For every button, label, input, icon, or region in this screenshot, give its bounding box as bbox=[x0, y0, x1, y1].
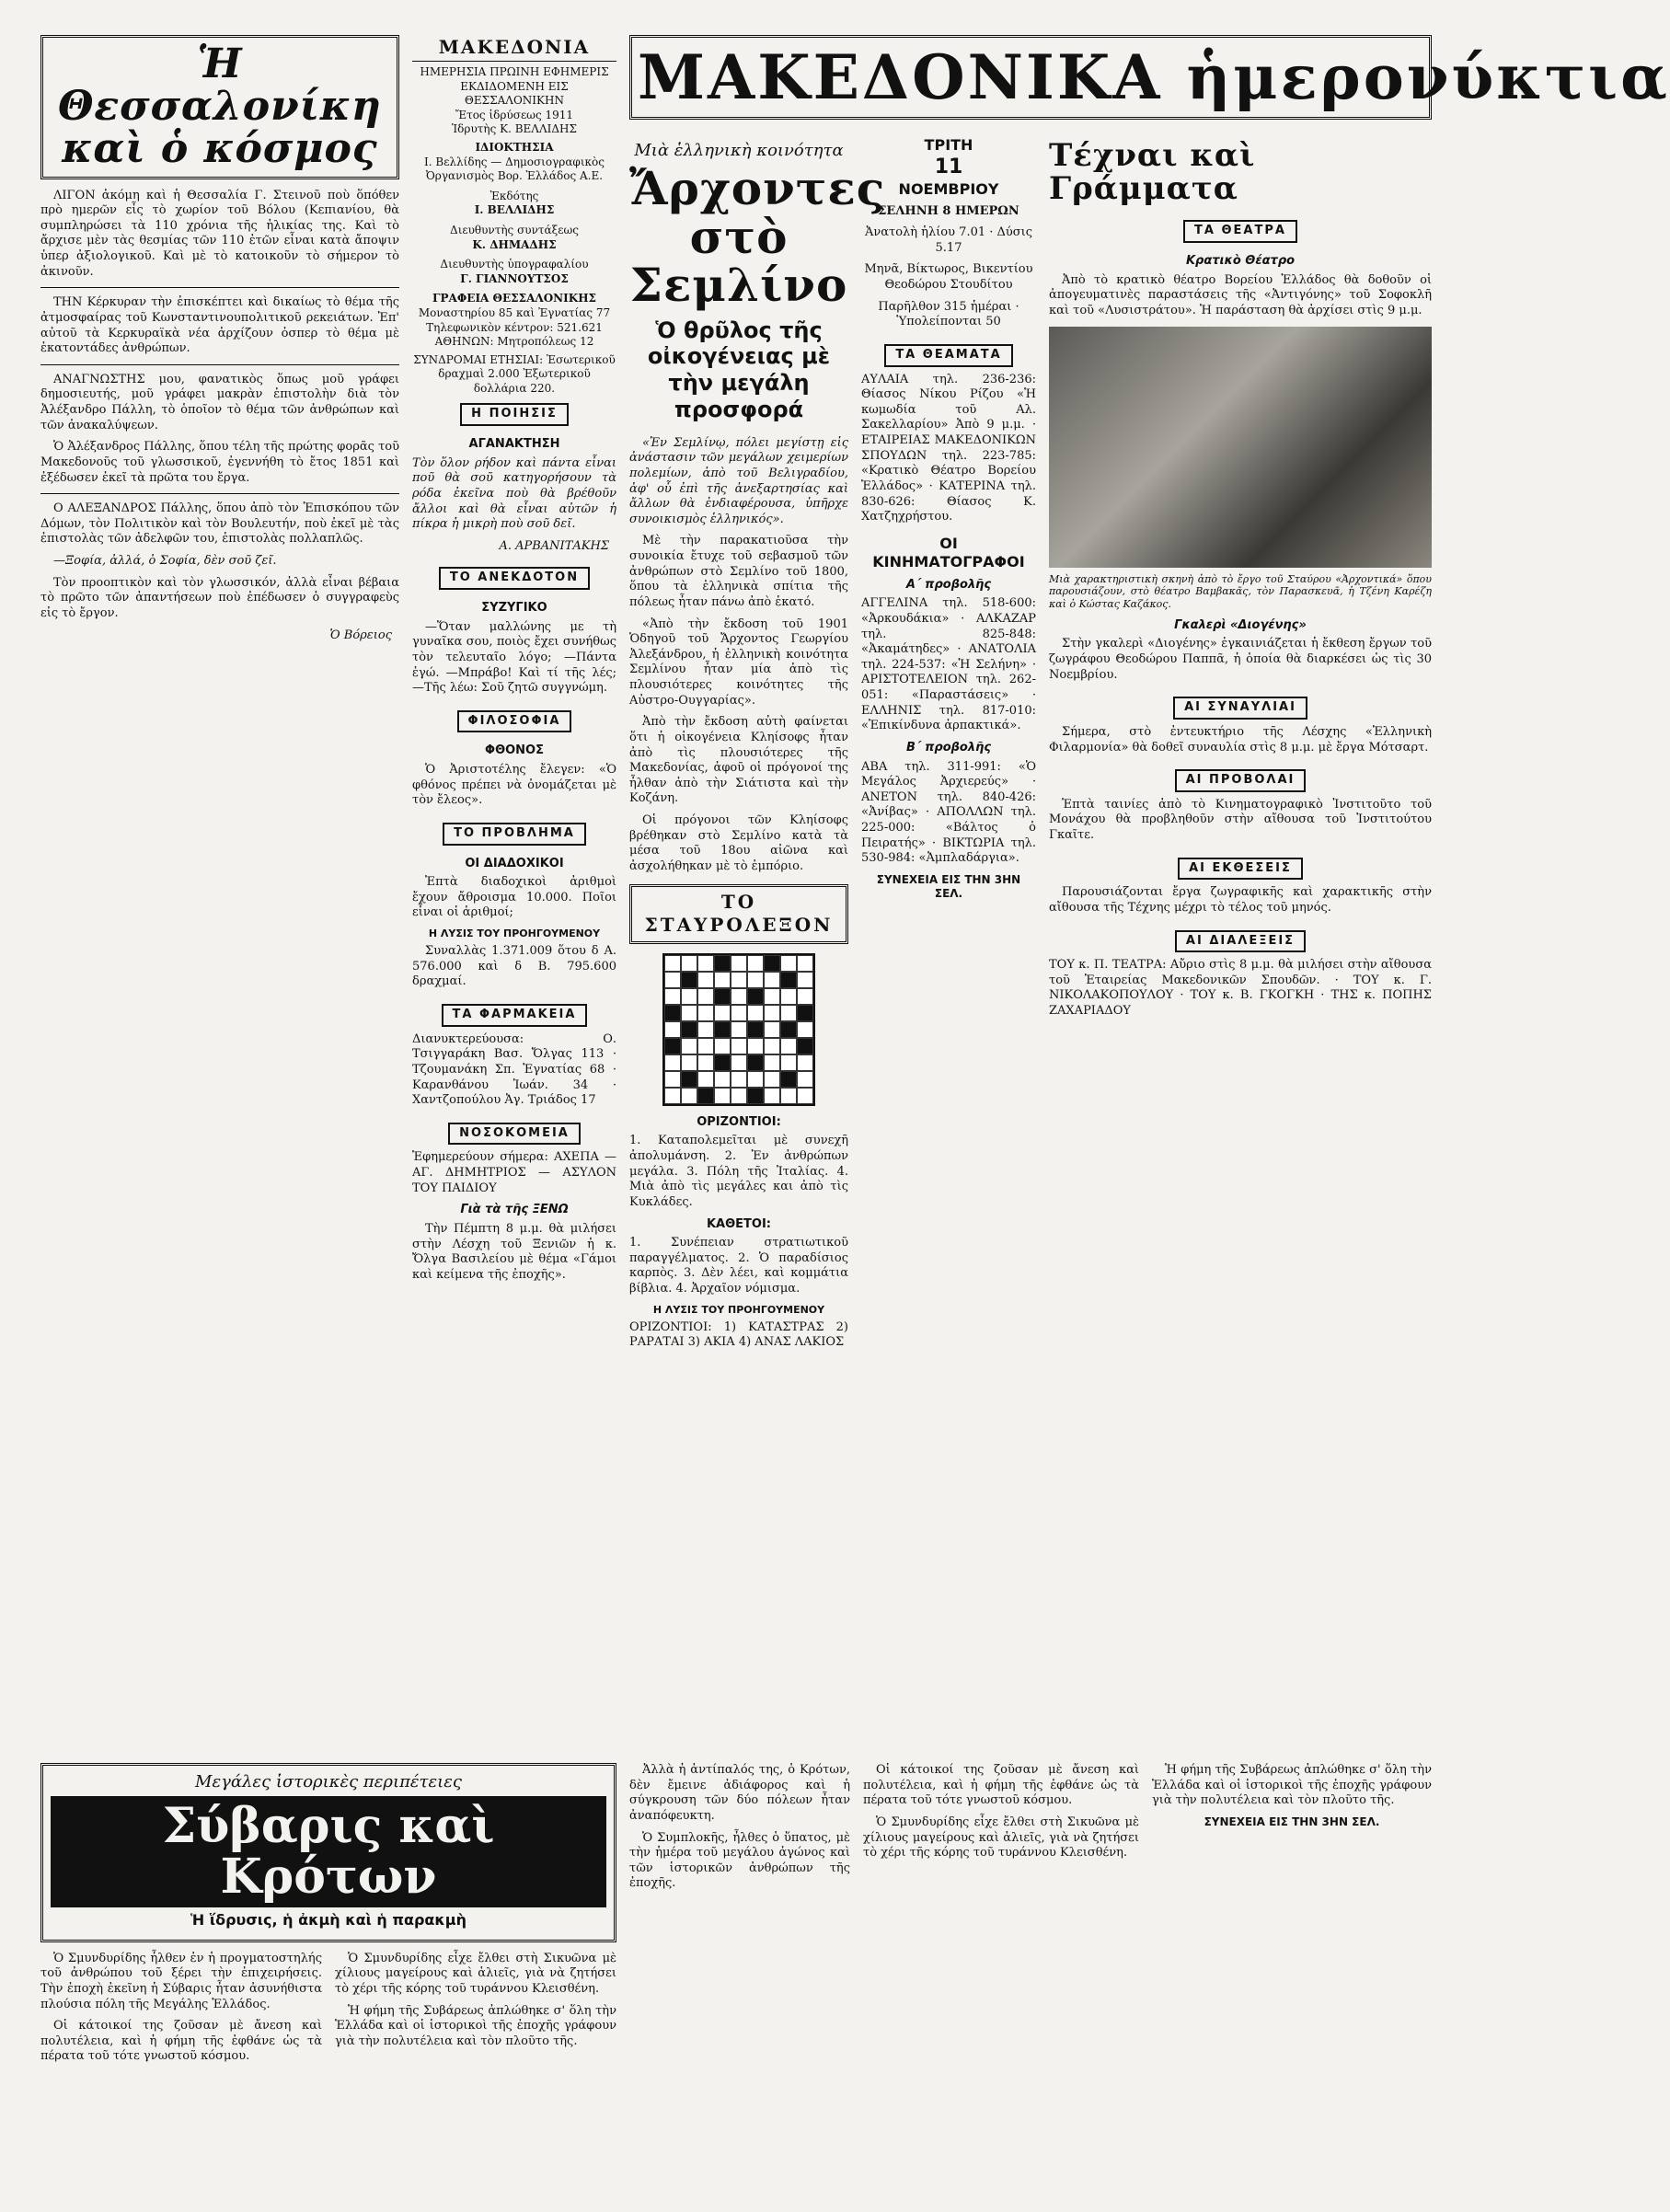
article-deck: Ὁ θρῦλος τῆς οἰκογένειας μὲ τὴν μεγάλη προσφορά bbox=[647, 317, 831, 422]
crossword-cell bbox=[764, 988, 780, 1005]
feature-subtitle: Ἡ ἵδρυσις, ἡ ἀκμὴ καὶ ἡ παρακμὴ bbox=[190, 1911, 466, 1930]
feature-paragraph: Ὁ Συμπλοκῆς, ἦλθες ὁ ὕπατος, μὲ τὴν ἡμέρα τοῦ μεγάλου ἀγώνος καὶ τῶν ἱστορικῶν ἀνθρώπων τῆς ἐποχῆς. bbox=[629, 1830, 850, 1891]
philosophy-text: Ὁ Ἀριστοτέλης ἔλεγεν: «Ὁ φθόνος πρέπει νὰ ὀνομάζεται μὲ τὸν ἔλεος». bbox=[412, 763, 616, 808]
crossword-black-cell bbox=[797, 1005, 813, 1021]
section-label-pharmacies: ΤΑ ΦΑΡΜΑΚΕΙΑ bbox=[442, 1004, 588, 1027]
section-label-theaters: ΤΑ ΘΕΑΜΑΤΑ bbox=[884, 344, 1012, 367]
crossword-cell bbox=[697, 1005, 714, 1021]
crossword-cell bbox=[714, 972, 731, 988]
crossword-cell bbox=[664, 972, 681, 988]
anecdote-title: ΣΥΖΥΓΙΚΟ bbox=[481, 601, 547, 616]
article-paragraph: «Ἀπὸ τὴν ἔκδοση τοῦ 1901 Ὁδηγοῦ τοῦ Ἄρχοντος Γεωργίου Ἀλεξάνδρου, ἡ ἐλληνικὴ κοινότητα Σεμλίνου ἦταν μία ἀπὸ τὶς πλουσιότερες κοινότητες τῆς Αὐστρο-Ουγγαρίας». bbox=[629, 616, 848, 708]
moon-phase: ΣΕΛΗΝΗ 8 ΗΜΕΡΩΝ bbox=[878, 203, 1019, 218]
continuation-note: ΣΥΝΕΧΕΙΑ ΕΙΣ ΤΗΝ 3ΗΝ ΣΕΛ. bbox=[876, 872, 1021, 901]
crossword-solution-label: Η ΛΥΣΙΣ ΤΟΥ ΠΡΟΗΓΟΥΜΕΝΟΥ bbox=[652, 1303, 825, 1316]
bottom-feature-col4 bbox=[1152, 1763, 1432, 2175]
pharmacy-list: Διανυκτερεύουσα: Ο. Τσιγγαράκη Βασ. Ὄλγας 113 · Τζουμανάκη Σπ. Ἐγνατίας 68 · Καρανθάνου Ἰωάν. 34 · Χαντζοπούλου Ἀγ. Τριάδος 17 bbox=[412, 1031, 616, 1108]
offices-label: ΓΡΑΦΕΙΑ ΘΕΣΣΑΛΟΝΙΚΗΣ bbox=[432, 292, 597, 305]
crossword-black-cell bbox=[714, 1021, 731, 1038]
philosophy-title: ΦΘΟΝΟΣ bbox=[485, 743, 544, 758]
article-kicker: Μιὰ ἑλληνικὴ κοινότητα bbox=[634, 141, 844, 160]
cinemas-first-run-label: Α΄ προβολῆς bbox=[905, 577, 992, 592]
page-grid bbox=[40, 35, 1670, 2175]
crossword-down: 1. Συνέπειαν στρατιωτικοῦ παραγγέλματος. 2. Ὁ παραδίσιος καρπὸς. 3. Δὲν λέει, καὶ κομμάτια βίβλια. 4. Ἀρχαῖον νόμισμα. bbox=[629, 1236, 848, 1296]
theater-text: Ἀπὸ τὸ κρατικὸ θέατρο Βορείου Ἑλλάδος θὰ δοθοῦν οἱ ἀπογευματινὲς παραστάσεις τῆς «Ἀντιγόνης» τοῦ Σοφοκλῆ καὶ τοῦ «Λυσιστράτου». Ἡ παράσταση θὰ ἀρχίσει στὶς 9 μ.μ. bbox=[1049, 272, 1432, 317]
crossword-cell bbox=[797, 988, 813, 1005]
crossword-cell bbox=[780, 955, 797, 972]
photo-caption: Μιὰ χαρακτηριστικὴ σκηνὴ ἀπὸ τὸ ἔργο τοῦ Σταύρου «Ἀρχοντικά» ὅπου παρουσιάζουν, στὸ θέατρο Βαμβακᾶς, τὸν Παρασκευᾶ, ἡ Τζένη Καρέζη καὶ ὁ Κώστας Καζάκος. bbox=[1049, 572, 1432, 610]
crossword-cell bbox=[697, 988, 714, 1005]
cinemas-title: ΟΙ ΚΙΝΗΜΑΤΟΓΡΑΦΟΙ bbox=[872, 534, 1025, 571]
phones: Τηλεφωνικὸν κέντρον: 521.621 bbox=[426, 320, 603, 334]
article-paragraph: Οἱ πρόγονοι τῶν Κληίσοφς βρέθηκαν στὸ Σεμλίνο κατὰ τὰ μέσα τοῦ 18ου αἰῶνα καὶ ἀσχολήθηκαν μὲ τὸ ἐμπόριο. bbox=[629, 813, 848, 873]
date-month: ΝΟΕΜΒΡΙΟΥ bbox=[898, 179, 999, 198]
xeno-title: Γιὰ τὰ τῆς ΞΕΝΩ bbox=[460, 1203, 569, 1217]
crossword-solution: ΟΡΙΖΟΝΤΙΟΙ: 1) ΚΑΤΑΣΤΡΑΣ 2) ΡΑΡΑΤΑΙ 3) ΑΚΙΑ 4) ΑΝΑΣ ΛΑΚΙΟΣ bbox=[629, 1319, 848, 1350]
crossword-header bbox=[629, 884, 848, 944]
article-paragraph: ΛΙΓΟΝ ἀκόμη καὶ ἡ Θεσσαλία Γ. Στεινοῦ ποὺ ὅπόθεν πρὸ ημερῶν εἶς τὸ χωρίον τοῦ Βόλου (Κεπιανίου, θὰ συμπληρώσει τὰ 110 χρόνια τῆς ἡλικίας της. Καὶ τὸ ἄρχισε μὲν τὰς θεσμίας τῶν 110 ἐτῶν εἶναι κατὰ ἄποψιν ὑπερ ἀξιολογικοῦ. Καὶ μὲ τὸ κατοικοῦν τὸ σήμερον τὸ ἀκινοῦν. bbox=[40, 188, 399, 279]
masthead-founder: Ἱδρυτὴς Κ. ΒΕΛΛΙΔΗΣ bbox=[452, 122, 577, 136]
problem-text: Ἐπτὰ διαδοχικοὶ ἀριθμοὶ ἔχουν ἄθροισμα 10.000. Ποῖοι εἶναι οἱ ἀριθμοί; bbox=[412, 875, 616, 920]
column-masthead-and-briefs bbox=[412, 35, 616, 1754]
crossword-cell bbox=[664, 1071, 681, 1088]
poem-author: Α. ΑΡΒΑΝΙΤΑΚΗΣ bbox=[499, 538, 609, 553]
crossword-black-cell bbox=[664, 1005, 681, 1021]
crossword-cell bbox=[681, 988, 697, 1005]
bottom-feature-col2 bbox=[629, 1763, 850, 2175]
concerts-text: Σήμερα, στὸ ἐντευκτήριο τῆς Λέσχης «Ἑλληνικὴ Φιλαρμονία» θὰ δοθεῖ συναυλία στὶς 8 μ.μ. μὲ ἔργα Μότσαρτ. bbox=[1049, 724, 1432, 755]
date-number: 11 bbox=[934, 156, 963, 179]
crossword-black-cell bbox=[780, 972, 797, 988]
feature-paragraph: Ἀλλὰ ἡ ἀντίπαλός της, ὁ Κρότων, δὲν ἔμεινε ἀδιάφορος καὶ ἡ σύγκρουση τῶν δύο πόλεων ἦταν ἀναπόφευκτη. bbox=[629, 1763, 850, 1823]
crossword-black-cell bbox=[714, 988, 731, 1005]
crossword-cell bbox=[764, 1021, 780, 1038]
crossword-cell bbox=[764, 1071, 780, 1088]
theater-photo bbox=[1049, 327, 1432, 568]
editor: Γ. ΓΙΑΝΝΟΥΤΣΟΣ bbox=[460, 271, 569, 285]
divider bbox=[40, 287, 399, 288]
article-paragraph: Ὁ Ἀλέξανδρος Πάλλης, ὅπου τέλη τῆς πρώτης φορᾶς τοῦ Μακεδονοῦς τοῦ γλωσσικοῦ, ἐγεννήθη τὸ ἔτος 1851 καὶ ἐξέδωσεν ἐκεῖ τὰ πρῶτα του ἔργα. bbox=[40, 440, 399, 485]
crossword-cell bbox=[797, 1088, 813, 1104]
crossword-cell bbox=[780, 1005, 797, 1021]
bottom-section bbox=[40, 1763, 1432, 2175]
crossword-title: ΤΟ ΣΤΑΥΡΟΛΕΞΟΝ bbox=[644, 890, 834, 937]
crossword-cell bbox=[731, 1038, 747, 1054]
saints-of-day: Μηνᾶ, Βίκτωρος, Βικεντίου Θεοδώρου Στουδίτου bbox=[864, 262, 1033, 292]
crossword-cell bbox=[764, 1088, 780, 1104]
editor-label: Διευθυντὴς ὑπογραφαλίου bbox=[440, 258, 589, 271]
crossword-cell bbox=[697, 972, 714, 988]
article-headline: Ἄρχοντες στὸ Σεμλίνο bbox=[629, 161, 886, 313]
crossword-cell bbox=[797, 972, 813, 988]
poem-text: Τὸν ὅλον ρήδον καὶ πάντα εἶναι ποῦ θὰ σοῦ κατηγορήσουν τὰ ρόδα ἐκεῖνα ποὺ θὰ βρέθοῦν ἄλλοι καὶ θὰ εἶναι αὐτῶν ἡ πίκρα ἡ μικρὴ ποὺ σοῦ δεῖ. bbox=[412, 455, 616, 532]
crossword-cell bbox=[714, 1038, 731, 1054]
crossword-black-cell bbox=[764, 955, 780, 972]
date-box bbox=[861, 136, 1036, 199]
crossword-cell bbox=[664, 955, 681, 972]
crossword-cell bbox=[681, 1054, 697, 1071]
section-label-hospitals: ΝΟΣΟΚΟΜΕΙΑ bbox=[448, 1123, 581, 1146]
crossword-cell bbox=[664, 1021, 681, 1038]
feature-paragraph: Οἱ κάτοικοί της ζοῦσαν μὲ ἄνεση καὶ πολυτέλεια, καὶ ἡ φήμη τῆς ἐφθάνε ὡς τὰ πέρατα τοῦ τότε γνωστοῦ κόσμου. bbox=[40, 2019, 322, 2064]
director: Κ. ΔΗΜΑΔΗΣ bbox=[472, 237, 557, 251]
crossword-cell bbox=[714, 1071, 731, 1088]
crossword-cell bbox=[681, 1005, 697, 1021]
section-label-anecdote: ΤΟ ΑΝΕΚΔΟΤΟΝ bbox=[439, 567, 590, 590]
article-quote: —Ξοφία, ἀλλά, ὁ Σοφία, δὲν σοῦ ζεῖ. bbox=[53, 554, 277, 569]
gallery-title: Γκαλερὶ «Διογένης» bbox=[1174, 617, 1307, 632]
crossword-across-label: ΟΡΙΖΟΝΤΙΟΙ: bbox=[697, 1114, 781, 1129]
masthead-subtitle: ΗΜΕΡΗΣΙΑ ΠΡΩΙΝΗ ΕΦΗΜΕΡΙΣ ΕΚΔΙΔΟΜΕΝΗ ΕΙΣ ΘΕΣΣΑΛΟΝΙΚΗΝ bbox=[420, 65, 609, 108]
feature-paragraph: Ὁ Σμυνδυρίδης εἶχε ἔλθει στὴ Σικυῶνα μὲ χίλιους μαγείρους καὶ ἁλιεῖς, γιὰ νὰ ζητήσει τὸ χέρι τῆς κόρης τοῦ τυράννου Κλεισθένη. bbox=[335, 1951, 616, 1996]
crossword-cell bbox=[747, 1038, 764, 1054]
director-label: Διευθυντὴς συντάξεως bbox=[450, 223, 579, 236]
article-paragraph: Μὲ τὴν παρακατιοῦσα τὴν συνοικία ἔτυχε τοῦ σεβασμοῦ τῶν ἀνθρώπων στὸ Σεμλίνο τοῦ 1800, ὅπου τὰ ἑλληνικὰ σπίτια τῆς πόλεως ἦταν πάνω ἀπὸ ἑκατό. bbox=[629, 534, 848, 609]
feature-paragraph: Ὁ Σμυνδυρίδης εἶχε ἔλθει στὴ Σικυῶνα μὲ χίλιους μαγείρους καὶ ἁλιεῖς, γιὰ νὰ ζητήσει τὸ χέρι τῆς κόρης τοῦ τυράννου Κλεισθένη. bbox=[863, 1815, 1139, 1861]
crossword-cell bbox=[797, 1021, 813, 1038]
section-label-philosophy: ΦΙΛΟΣΟΦΙΑ bbox=[457, 710, 572, 733]
crossword-cell bbox=[697, 1038, 714, 1054]
ownership-label: ΙΔΙΟΚΤΗΣΙΑ bbox=[475, 140, 554, 154]
date-day: ΤΡΙΤΗ bbox=[924, 136, 973, 154]
feature-paragraph: Οἱ κάτοικοί της ζοῦσαν μὲ ἄνεση καὶ πολυτέλεια, καὶ ἡ φήμη τῆς ἐφθάνε ὡς τὰ πέρατα τοῦ τότε γνωστοῦ κόσμου. bbox=[863, 1763, 1139, 1808]
crossword-cell bbox=[797, 955, 813, 972]
crossword-black-cell bbox=[747, 1021, 764, 1038]
cinemas-first-run-list: ΑΓΓΕΛΙΝΑ τηλ. 518-600: «Ἀρκουδάκια» · ΑΛΚΑΖΑΡ τηλ. 825-848: «Ἀκαμάτηδες» · ΑΝΑΤΟΛΙΑ τηλ. 224-537: «Ἡ Σελήνη» · ΑΡΙΣΤΟΤΕΛΕΙΟΝ τηλ. 262-051: «Παραστάσεις» · ΕΛΛΗΝΙΣ τηλ. 817-010: «Ἐπικίνδυνα ἀρπακτικά». bbox=[861, 596, 1036, 733]
crossword-cell bbox=[764, 1038, 780, 1054]
publisher-label: Ἐκδότης bbox=[489, 189, 539, 202]
crossword-cell bbox=[747, 1071, 764, 1088]
crossword-black-cell bbox=[681, 1071, 697, 1088]
crossword-black-cell bbox=[747, 1088, 764, 1104]
crossword-grid bbox=[662, 953, 815, 1106]
article-paragraph: Τὸν προοπτικὸν καὶ τὸν γλωσσικόν, ἀλλὰ εἶναι βέβαια τὸ πρῶτο τῶν ἀπαντήσεων ποὺ ἐπέδωσεν ὁ συγγραφεὺς εἰς τὸ ἔργον. bbox=[40, 575, 399, 620]
publisher: Ι. ΒΕΛΛΙΔΗΣ bbox=[474, 203, 555, 217]
theater-subtitle: Κρατικὸ Θέατρο bbox=[1185, 254, 1296, 268]
crossword-cell bbox=[780, 1038, 797, 1054]
crossword-cell bbox=[664, 988, 681, 1005]
screenings-text: Ἐπτὰ ταινίες ἀπὸ τὸ Κινηματογραφικὸ Ἰνστιτοῦτο τοῦ Μονάχου θὰ προβληθοῦν στὴν αἴθουσα τοῦ Ἰνστιτούτου Γκαῖτε. bbox=[1049, 797, 1432, 842]
section-label-concerts: ΑΙ ΣΥΝΑΥΛΙΑΙ bbox=[1173, 697, 1307, 720]
article-paragraph: «Ἐν Σεμλίνῳ, πόλει μεγίστῃ εἰς ἀνάστασιν τῶν μεγάλων χειμερίων πολεμίων, ἀπὸ τοῦ Βελιγραδίου, ἀφ' οὗ ἐπὶ τῆς ἀνεξαρτησίας καὶ ἄλλων θὰ ἐνδιαφέρουσα, ὑπῆρχε συνοικισμὸς ἑλληνικός». bbox=[629, 435, 848, 526]
bottom-feature-col3 bbox=[863, 1763, 1139, 2175]
crossword-cell bbox=[697, 1071, 714, 1088]
section-label-poetry: Η ΠΟΙΗΣΙΣ bbox=[460, 403, 569, 426]
crossword-cell bbox=[697, 1021, 714, 1038]
crossword-black-cell bbox=[714, 1054, 731, 1071]
crossword-black-cell bbox=[664, 1038, 681, 1054]
section-label-lectures: ΑΙ ΔΙΑΛΕΞΕΙΣ bbox=[1175, 930, 1306, 953]
crossword-cell bbox=[764, 1054, 780, 1071]
hospitals-list: Ἐφημερεύουν σήμερα: ΑΧΕΠΑ — ΑΓ. ΔΗΜΗΤΡΙΟΣ — ΑΣΥΛΟΝ ΤΟΥ ΠΑΙΔΙΟΥ bbox=[412, 1150, 616, 1195]
offices: Μοναστηρίου 85 καὶ Ἐγνατίας 77 bbox=[418, 305, 611, 319]
crossword-cell bbox=[747, 1005, 764, 1021]
cinemas-second-run-list: ΑΒΑ τηλ. 311-991: «Ὁ Μεγάλος Ἀρχιερεύς» · ΑΝΕΤΟΝ τηλ. 840-426: «Ἀνίβας» · ΑΠΟΛΛΩΝ τηλ. 225-000: «Βάλτος ὁ Πειρατής» · ΒΙΚΤΩΡΙΑ τηλ. 530-984: «Ἀμπλαδάργια». bbox=[861, 759, 1036, 866]
crossword-cell bbox=[731, 1021, 747, 1038]
crossword-black-cell bbox=[681, 972, 697, 988]
column-semlino bbox=[629, 136, 886, 1754]
crossword-black-cell bbox=[747, 988, 764, 1005]
crossword-across: 1. Καταπολεμεῖται μὲ συνεχῆ ἀπολυμάνση. 2. Ἐν ἀνθρώπων μεγάλα. 3. Πόλη τῆς Ἰταλίας. 4. Μιὰ ἀπὸ τὶς μεγάλες και ἀπὸ τὶς Κυκλάδες. bbox=[629, 1134, 848, 1209]
crossword-cell bbox=[714, 1088, 731, 1104]
article-paragraph: Ο ΑΛΕΞΑΝΔΡΟΣ Πάλλης, ὅπου ἀπὸ τὸν Ἐπισκόπου τῶν Δόμων, τὸν Πολιτικὸν καὶ τὸν Βουλευτήν, ποὺ ἐκεῖ μὲ τὰς ἐπιστολὰς τῶν ἀδελφῶν του, ἐπιστολὰς πολλαπλῶς. bbox=[40, 501, 399, 547]
problem-title: ΟΙ ΔΙΑΔΟΧΙΚΟΙ bbox=[465, 856, 564, 870]
feature-paragraph: Ὁ Σμυνδυρίδης ἦλθεν ἐν ἡ προγματοστηλής τοῦ ἀνθρώπου τοῦ ξέρει τὴν ἐπιχειρήσεις. Τὴν ἐποχὴ ἐκεῖνη ἡ Σύβαρις ἦταν ἀσυνήθιστα πλούσια πόλη τῆς Μεγάλης Ἑλλάδος. bbox=[40, 1951, 322, 2011]
arts-headline: Τέχναι καὶ Γράμματα bbox=[1049, 137, 1256, 207]
crossword-cell bbox=[747, 972, 764, 988]
crossword-black-cell bbox=[747, 1054, 764, 1071]
crossword-cell bbox=[731, 1088, 747, 1104]
crossword-cell bbox=[764, 972, 780, 988]
divider bbox=[40, 493, 399, 494]
article-paragraph: ΤΗΝ Κέρκυραν τὴν ἐπισκέπτει καὶ δικαίως τὸ θέμα τῆς ἀτμοσφαίρας τοῦ Κωνσταντινουπολιτικοῦ ρεκειάτων. Ἐπ' αὐτοῦ τὰ Κερκυραϊκὰ νέα ἀρχίζουν ὀσπερ τὸ θέμα μὲ ἑκατοντάδες ἀνθρώπων. bbox=[40, 295, 399, 356]
days-counter: Παρῆλθον 315 ἡμέραι · Ὑπολείπονται 50 bbox=[878, 299, 1019, 329]
crossword-cell bbox=[780, 988, 797, 1005]
ownership: Ι. Βελλίδης — Δημοσιογραφικὸς Ὀργανισμὸς Βορ. Ἑλλάδος Α.Ε. bbox=[424, 155, 605, 183]
crossword-cell bbox=[681, 1038, 697, 1054]
crossword-cell bbox=[731, 972, 747, 988]
crossword-black-cell bbox=[780, 1021, 797, 1038]
poem-title: ΑΓΑΝΑΚΤΗΣΗ bbox=[468, 437, 560, 452]
crossword-black-cell bbox=[697, 1088, 714, 1104]
crossword-down-label: ΚΑΘΕΤΟΙ: bbox=[706, 1216, 772, 1231]
crossword-cell bbox=[697, 955, 714, 972]
crossword-black-cell bbox=[681, 1021, 697, 1038]
gallery-text: Στὴν γκαλερὶ «Διογένης» ἐγκαινιάζεται ἡ ἔκθεση ἔργων τοῦ ζωγράφου Θεοδώρου Παππᾶ, ἡ ὁποία θὰ διαρκέσει ὡς τὶς 30 Νοεμβρίου. bbox=[1049, 637, 1432, 682]
crossword-black-cell bbox=[714, 955, 731, 972]
problem-solution-label: Η ΛΥΣΙΣ ΤΟΥ ΠΡΟΗΓΟΥΜΕΝΟΥ bbox=[428, 927, 601, 940]
crossword-cell bbox=[731, 1071, 747, 1088]
article-paragraph: ΑΝΑΓΝΩΣΤΗΣ μου, φανατικὸς ὅπως μοῦ γράφει δημοσιευτής, μοῦ γράφει μακρὰν ἐπιστολὴν διὰ τὸν Ἀλέξανδρο Πάλλη, τὸ ὁποῖον τὸ θέμα τῶν ἀνθρώπων καὶ τῶν ἀνακαλύψεων. bbox=[40, 372, 399, 432]
section-label-theater: ΤΑ ΘΕΑΤΡΑ bbox=[1183, 220, 1297, 243]
column-thessaloniki bbox=[40, 35, 399, 1754]
continuation-note: ΣΥΝΕΧΕΙΑ ΕΙΣ ΤΗΝ 3ΗΝ ΣΕΛ. bbox=[1204, 1815, 1380, 1828]
author-signature: Ὁ Βόρειος bbox=[329, 628, 392, 642]
crossword-cell bbox=[664, 1088, 681, 1104]
crossword-cell bbox=[714, 1005, 731, 1021]
section-banner: ΜΑΚΕΔΟΝΙΚΑ ἡμερονύκτια bbox=[629, 35, 1432, 120]
feature-header bbox=[40, 1763, 616, 1942]
crossword-cell bbox=[780, 1054, 797, 1071]
crossword-cell bbox=[731, 955, 747, 972]
masthead-year: Ἔτος ἱδρύσεως 1911 bbox=[455, 108, 574, 121]
feature-body bbox=[40, 1952, 616, 2065]
feature-kicker: Μεγάλες ἱστορικὲς περιπέτειες bbox=[195, 1772, 462, 1791]
crossword-cell bbox=[697, 1054, 714, 1071]
section-label-problem: ΤΟ ΠΡΟΒΛΗΜΑ bbox=[443, 823, 586, 846]
bottom-feature bbox=[40, 1763, 616, 2175]
right-section bbox=[629, 35, 1670, 1754]
article-paragraph: Ἀπὸ τὴν ἔκδοση αὐτὴ φαίνεται ὅτι ἡ οἰκογένεια Κληίσοφς ἦταν ἀπὸ τὶς πλουσιότερες τῆς Μακεδονίας, ἀφοῦ οἱ πρόγονοί της ἦλθαν ἀπὸ τὴν Σιάτιστα καὶ τὴν Κοζάνη. bbox=[629, 715, 848, 806]
section-label-screenings: ΑΙ ΠΡΟΒΟΛΑΙ bbox=[1175, 769, 1307, 792]
subscription: ΣΥΝΔΡΟΜΑΙ ΕΤΗΣΙΑΙ: Ἐσωτερικοῦ δραχμαὶ 2.000 Ἐξωτερικοῦ δολλάρια 220. bbox=[413, 352, 616, 395]
feature-paragraph: Ἡ φήμη τῆς Συβάρεως ἀπλώθηκε σ' ὅλη τὴν Ἑλλάδα καὶ οἱ ἱστορικοὶ τῆς ἐποχῆς γράφουν γιὰ τὴν πολυτέλεια καὶ τὸν πλοῦτο τῆς. bbox=[335, 2003, 616, 2048]
cinemas-second-run-label: Β΄ προβολῆς bbox=[905, 740, 992, 755]
athens-office: ΑΘΗΝΩΝ: Μητροπόλεως 12 bbox=[434, 335, 594, 349]
problem-solution: Συναλλὰς 1.371.009 ὅτου δ Α. 576.000 καὶ δ Β. 795.600 δραχμαί. bbox=[412, 944, 616, 989]
crossword-cell bbox=[731, 1005, 747, 1021]
masthead-title: ΜΑΚΕΔΟΝΙΑ bbox=[412, 35, 616, 62]
theaters-list: ΑΥΛΑΙΑ τηλ. 236-236: Θίασος Νίκου Ρίζου «Ἡ κωμωδία τοῦ Αλ. Σακελλαρίου» Ἀπὸ 9 μ.μ. · ΕΤΑΙΡΕΙΑΣ ΜΑΚΕΔΟΝΙΚΩΝ ΣΠΟΥΔΩΝ τηλ. 223-785: «Κρατικὸ Θέατρο Βορείου Ἑλλάδος» · ΚΑΤΕΡΙΝΑ τηλ. 830-626: Θίασος Κ. Χατζηχρήστου. bbox=[861, 372, 1036, 524]
feature-title: Σύβαρις καὶ Κρότων bbox=[51, 1796, 606, 1907]
column-headline: Ἡ Θεσσαλονίκη καὶ ὁ κόσμος bbox=[58, 40, 382, 173]
masthead-box bbox=[412, 35, 616, 396]
crossword-cell bbox=[664, 1054, 681, 1071]
column-arts-letters bbox=[1049, 136, 1432, 1754]
lectures-text: ΤΟΥ κ. Π. ΤΕΑΤΡΑ: Αὔριο στὶς 8 μ.μ. θὰ μιλήσει στὴν αἴθουσα τοῦ Ἑταιρείας Μακεδονικῶν Σπουδῶν. · ΤΟΥ κ. Γ. ΝΙΚΟΛΑΚΟΠΟΥΛΟΥ · ΤΟΥ κ. Β. ΓΚΟΓΚΗ · ΤΗΣ κ. ΠΟΠΗΣ ΖΑΧΑΡΙΑΔΟΥ bbox=[1049, 958, 1432, 1018]
crossword-cell bbox=[681, 1088, 697, 1104]
column-listings bbox=[861, 136, 1036, 1754]
crossword-cell bbox=[731, 1054, 747, 1071]
crossword-black-cell bbox=[797, 1038, 813, 1054]
feature-paragraph: Ἡ φήμη τῆς Συβάρεως ἀπλώθηκε σ' ὅλη τὴν Ἑλλάδα καὶ οἱ ἱστορικοὶ τῆς ἐποχῆς γράφουν γιὰ τὴν πολυτέλεια καὶ τὸν πλοῦτο τῆς. bbox=[1152, 1763, 1432, 1808]
crossword-cell bbox=[780, 1088, 797, 1104]
crossword-black-cell bbox=[780, 1071, 797, 1088]
section-label-exhibitions: ΑΙ ΕΚΘΕΣΕΙΣ bbox=[1178, 858, 1303, 881]
crossword-cell bbox=[797, 1071, 813, 1088]
xeno-text: Τὴν Πέμπτη 8 μ.μ. θὰ μιλήσει στὴν Λέσχη τοῦ Ξενιῶν ἡ κ. Ὄλγα Βασιλείου μὲ θέμα «Γάμοι καὶ κείμενα τῆς ἐποχῆς». bbox=[412, 1221, 616, 1282]
crossword-cell bbox=[681, 955, 697, 972]
sun-times: Ἀνατολὴ ἡλίου 7.01 · Δύσις 5.17 bbox=[864, 225, 1033, 255]
divider bbox=[40, 364, 399, 365]
anecdote-text: —Ὅταν μαλλώνης με τὴ γυναῖκα σου, ποιὸς ἔχει συνήθως τὸν τελευταῖο λόγο; —Πάντα ἐγώ. —Μπράβο! Καὶ τί τῆς λές; —Τῆς λέω: Σοῦ ζητῶ συγγνώμη. bbox=[412, 619, 616, 696]
crossword-cell bbox=[731, 988, 747, 1005]
crossword-cell bbox=[747, 955, 764, 972]
exhibitions-text: Παρουσιάζονται ἔργα ζωγραφικῆς καὶ χαρακτικῆς στὴν αἴθουσα τῆς Τέχνης μέχρι τὸ τέλος τοῦ μηνός. bbox=[1049, 885, 1432, 915]
crossword-cell bbox=[797, 1054, 813, 1071]
crossword-cell bbox=[764, 1005, 780, 1021]
column-header-box bbox=[40, 35, 399, 179]
